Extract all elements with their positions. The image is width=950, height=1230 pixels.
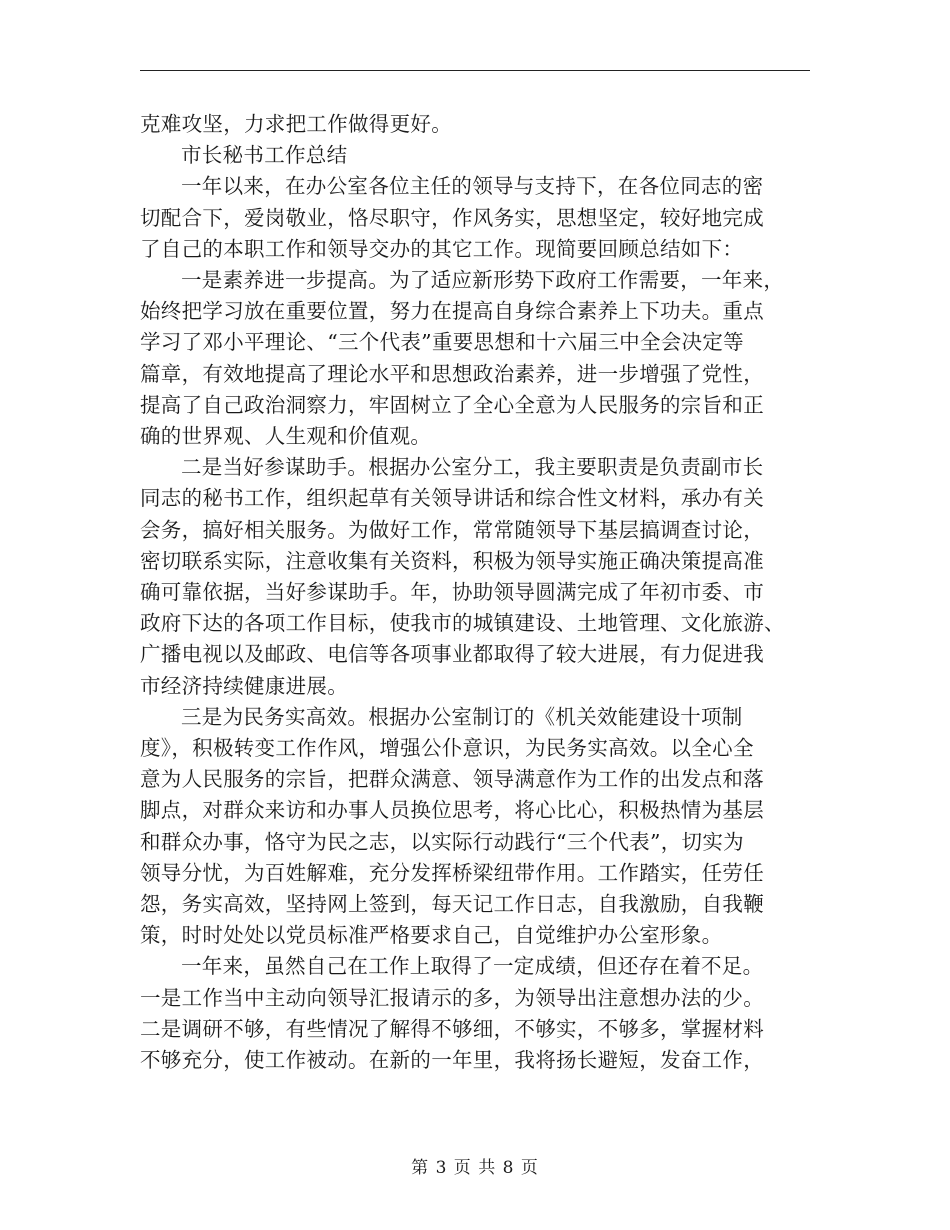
text-line: 确的世界观、人生观和价值观。: [140, 424, 432, 449]
text-line: 一年以来，在办公室各位主任的领导与支持下，在各位同志的密: [181, 174, 764, 199]
text-line: 政府下达的各项工作目标，使我市的城镇建设、土地管理、文化旅游、: [140, 611, 785, 636]
text-line: 市长秘书工作总结: [181, 143, 348, 168]
text-line: 同志的秘书工作，组织起草有关领导讲话和综合性文材料，承办有关: [140, 486, 764, 511]
document-body: [140, 109, 810, 1076]
text-line: 和群众办事，恪守为民之志，以实际行动践行“三个代表”，切实为: [140, 829, 744, 854]
text-line: 一是素养进一步提高。为了适应新形势下政府工作需要，一年来，: [181, 268, 785, 293]
text-line: 策，时时处处以党员标准严格要求自己，自觉维护办公室形象。: [140, 923, 723, 948]
text-line: 始终把学习放在重要位置，努力在提高自身综合素养上下功夫。重点: [140, 299, 764, 324]
text-line: 度》，积极转变工作作风，增强公仆意识，为民务实高效。以全心全: [140, 736, 754, 761]
page-footer: [0, 1153, 950, 1178]
text-line: 一年来，虽然自己在工作上取得了一定成绩，但还存在着不足。: [181, 954, 764, 979]
text-line: 了自己的本职工作和领导交办的其它工作。现简要回顾总结如下：: [140, 236, 744, 261]
header-rule: [140, 70, 810, 71]
text-line: 会务，搞好相关服务。为做好工作，常常随领导下基层搞调查讨论，: [140, 517, 764, 542]
text-line: 脚点，对群众来访和办事人员换位思考，将心比心，积极热情为基层: [140, 798, 764, 823]
text-line: 一是工作当中主动向领导汇报请示的多，为领导出注意想办法的少。: [140, 985, 764, 1010]
text-line: 切配合下，爱岗敬业，恪尽职守，作风务实，思想坚定，较好地完成: [140, 205, 764, 230]
text-line: 篇章，有效地提高了理论水平和思想政治素养，进一步增强了党性，: [140, 361, 764, 386]
text-line: 怨，务实高效，坚持网上签到，每天记工作日志，自我激励，自我鞭: [140, 892, 764, 917]
text-line: 确可靠依据，当好参谋助手。年，协助领导圆满完成了年初市委、市: [140, 580, 764, 605]
text-line: 市经济持续健康进展。: [140, 673, 348, 698]
text-line: 克难攻坚，力求把工作做得更好。: [140, 112, 452, 136]
text-line: 学习了邓小平理论、“三个代表”重要思想和十六届三中全会决定等: [140, 330, 744, 355]
text-line: 广播电视以及邮政、电信等各项事业都取得了较大进展，有力促进我: [140, 642, 764, 667]
text-line: 密切联系实际，注意收集有关资料，积极为领导实施正确决策提高准: [140, 548, 764, 573]
text-line: 二是调研不够，有些情况了解得不够细，不够实，不够多，掌握材料: [140, 1016, 764, 1041]
text-line: 三是为民务实高效。根据办公室制订的《机关效能建设十项制: [181, 704, 743, 729]
text-line: 二是当好参谋助手。根据办公室分工，我主要职责是负责副市长: [181, 455, 764, 480]
text-line: 提高了自己政治洞察力，牢固树立了全心全意为人民服务的宗旨和正: [140, 392, 764, 417]
text-line: 意为人民服务的宗旨，把群众满意、领导满意作为工作的出发点和落: [140, 767, 764, 792]
text-line: 不够充分，使工作被动。在新的一年里，我将扬长避短，发奋工作，: [140, 1048, 764, 1073]
page-number-label: 第 3 页 共 8 页: [411, 1158, 539, 1178]
text-line: 领导分忧，为百姓解难，充分发挥桥梁纽带作用。工作踏实，任劳任: [140, 860, 764, 885]
